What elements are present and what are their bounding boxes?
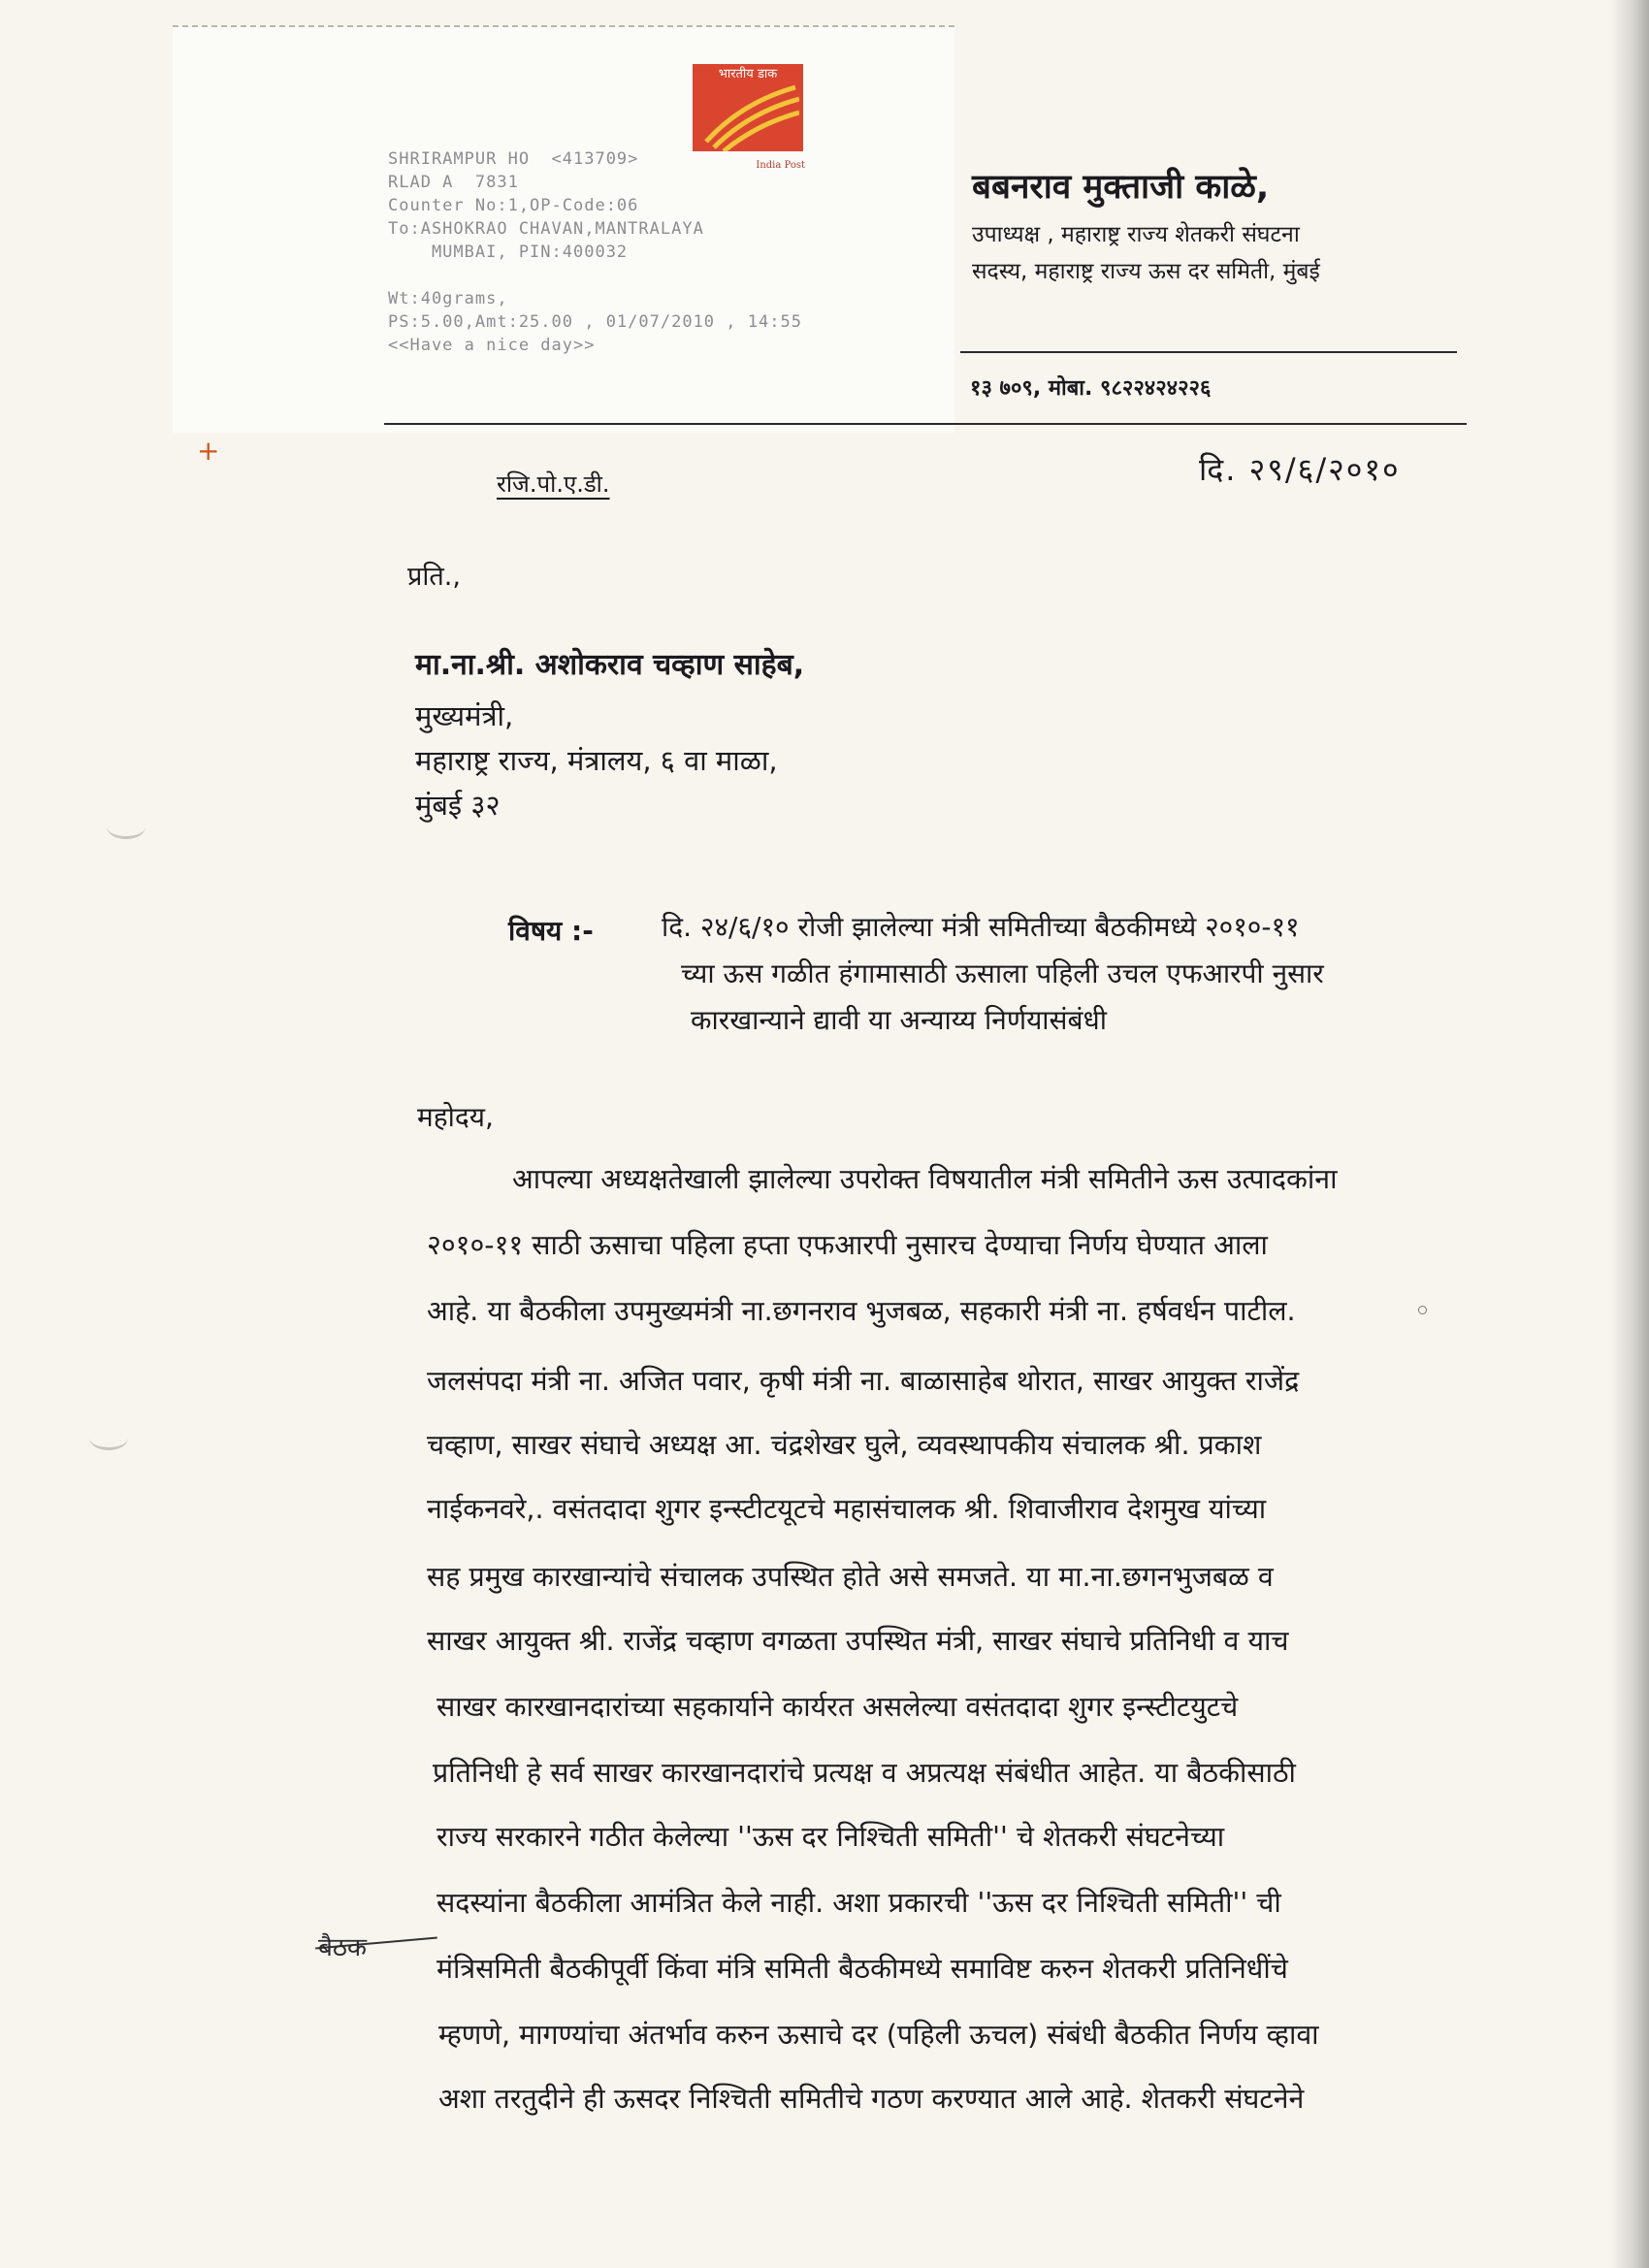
recipient-line: मुख्यमंत्री, — [415, 699, 514, 732]
postal-receipt — [173, 25, 954, 433]
body-line: सदस्यांना बैठकीला आमंत्रित केले नाही. अशा प्रकारची ''ऊस दर निश्चिती समिती'' ची — [436, 1887, 1281, 1919]
registered-post-label: रजि.पो.ए.डी. — [497, 470, 610, 498]
receipt-line — [388, 264, 802, 287]
margin-note: बैठक — [318, 1933, 367, 1962]
body-line: आहे. या बैठकीला उपमुख्यमंत्री ना.छगनराव भुजबळ, सहकारी मंत्री ना. हर्षवर्धन पाटील. — [427, 1295, 1296, 1327]
sender-name: बबनराव मुक्ताजी काळे, — [972, 168, 1270, 207]
punch-hole-mark — [107, 815, 146, 839]
body-line: साखर कारखानदारांच्या सहकार्याने कार्यरत असलेल्या वसंतदादा शुगर इन्स्टीटयुटचे — [436, 1691, 1239, 1723]
body-line: साखर आयुक्त श्री. राजेंद्र चव्हाण वगळता उपस्थित मंत्री, साखर संघाचे प्रतिनिधी व याच — [427, 1625, 1289, 1657]
receipt-line: <<Have a nice day>> — [388, 336, 596, 355]
receipt-line: RLAD A 7831 — [388, 173, 519, 192]
receipt-line: Wt:40grams, — [388, 289, 508, 308]
body-line: सह प्रमुख कारखान्यांचे संचालक उपस्थित होते असे समजते. या मा.ना.छगनभुजबळ व — [427, 1561, 1274, 1593]
margin-tick: + — [197, 435, 220, 467]
body-line: २०१०-११ साठी ऊसाचा पहिला हप्ता एफआरपी नुसारच देण्याचा निर्णय घेण्यात आला — [427, 1229, 1268, 1261]
india-post-logo — [693, 64, 805, 171]
post-horn-icon — [702, 74, 799, 151]
subject-line: च्या ऊस गळीत हंगामासाठी ऊसाला पहिली उचल एफआरपी नुसार — [681, 957, 1324, 989]
body-line: आपल्या अध्यक्षतेखाली झालेल्या उपरोक्त विषयातील मंत्री समितीने ऊस उत्पादकांना — [512, 1163, 1338, 1195]
india-post-logo-text: India Post — [756, 160, 805, 171]
body-line: अशा तरतुदीने ही ऊसदर निश्चिती समितीचे गठण करण्यात आले आहे. शेतकरी संघटनेने — [438, 2083, 1305, 2115]
body-line: चव्हाण, साखर संघाचे अध्यक्ष आ. चंद्रशेखर घुले, व्यवस्थापकीय संचालक श्री. प्रकाश — [427, 1429, 1262, 1461]
scan-dot — [1418, 1306, 1427, 1314]
body-line: जलसंपदा मंत्री ना. अजित पवार, कृषी मंत्री ना. बाळासाहेब थोरात, साखर आयुक्त राजेंद्र — [427, 1365, 1300, 1397]
salutation: महोदय, — [417, 1101, 494, 1133]
receipt-line: To:ASHOKRAO CHAVAN,MANTRALAYA — [388, 219, 704, 239]
sender-contact: १३ ७०९, मोबा. ९८२२४२४२२६ — [970, 376, 1212, 401]
body-line: राज्य सरकारने गठीत केलेल्या ''ऊस दर निश्चिती समिती'' चे शेतकरी संघटनेच्या — [436, 1821, 1225, 1853]
to-label: प्रति., — [407, 562, 461, 592]
subject-label: विषय :- — [508, 915, 594, 947]
scan-edge-shadow — [1610, 0, 1649, 2268]
punch-hole-mark — [89, 1426, 128, 1450]
letterhead-rule — [384, 423, 1467, 425]
receipt-line: PS:5.00,Amt:25.00 , 01/07/2010 , 14:55 — [388, 312, 802, 332]
receipt-line: MUMBAI, PIN:400032 — [388, 243, 629, 262]
recipient-name: मा.ना.श्री. अशोकराव चव्हाण साहेब, — [415, 648, 805, 682]
body-line: प्रतिनिधी हे सर्व साखर कारखानदारांचे प्रत्यक्ष व अप्रत्यक्ष संबंधीत आहेत. या बैठकीसाठी — [433, 1757, 1296, 1789]
recipient-line: महाराष्ट्र राज्य, मंत्रालय, ६ वा माळा, — [415, 744, 778, 777]
india-post-logo-hindi: भारतीय डाक — [718, 67, 778, 81]
body-line: नाईकनवरे,. वसंतदादा शुगर इन्स्टीटयूटचे महासंचालक श्री. शिवाजीराव देशमुख यांच्या — [427, 1493, 1267, 1525]
body-line: म्हणणे, मागण्यांचा अंतर्भाव करुन ऊसाचे दर (पहिली ऊचल) संबंधी बैठकीत निर्णय व्हावा — [438, 2019, 1319, 2051]
body-line: मंत्रिसमिती बैठकीपूर्वी किंवा मंत्रि समिती बैठकीमध्ये समाविष्ट करुन शेतकरी प्रतिनिधींचे — [436, 1953, 1288, 1985]
sender-title-line: सदस्य, महाराष्ट्र राज्य ऊस दर समिती, मुंबई — [972, 259, 1320, 284]
receipt-line: Counter No:1,OP-Code:06 — [388, 196, 639, 215]
letterhead-rule — [960, 351, 1457, 353]
recipient-line: मुंबई ३२ — [415, 789, 501, 822]
subject-line: कारखान्याने द्यावी या अन्याय्य निर्णयासंबंधी — [691, 1004, 1107, 1036]
receipt-text — [388, 147, 802, 357]
receipt-line: SHRIRAMPUR HO <413709> — [388, 149, 639, 169]
letter-date: दि. २९/६/२०१० — [1199, 451, 1401, 488]
sender-title-line: उपाध्यक्ष , महाराष्ट्र राज्य शेतकरी संघटना — [972, 222, 1300, 247]
subject-line: दि. २४/६/१० रोजी झालेल्या मंत्री समितीच्या बैठकीमध्ये २०१०-११ — [662, 911, 1300, 943]
